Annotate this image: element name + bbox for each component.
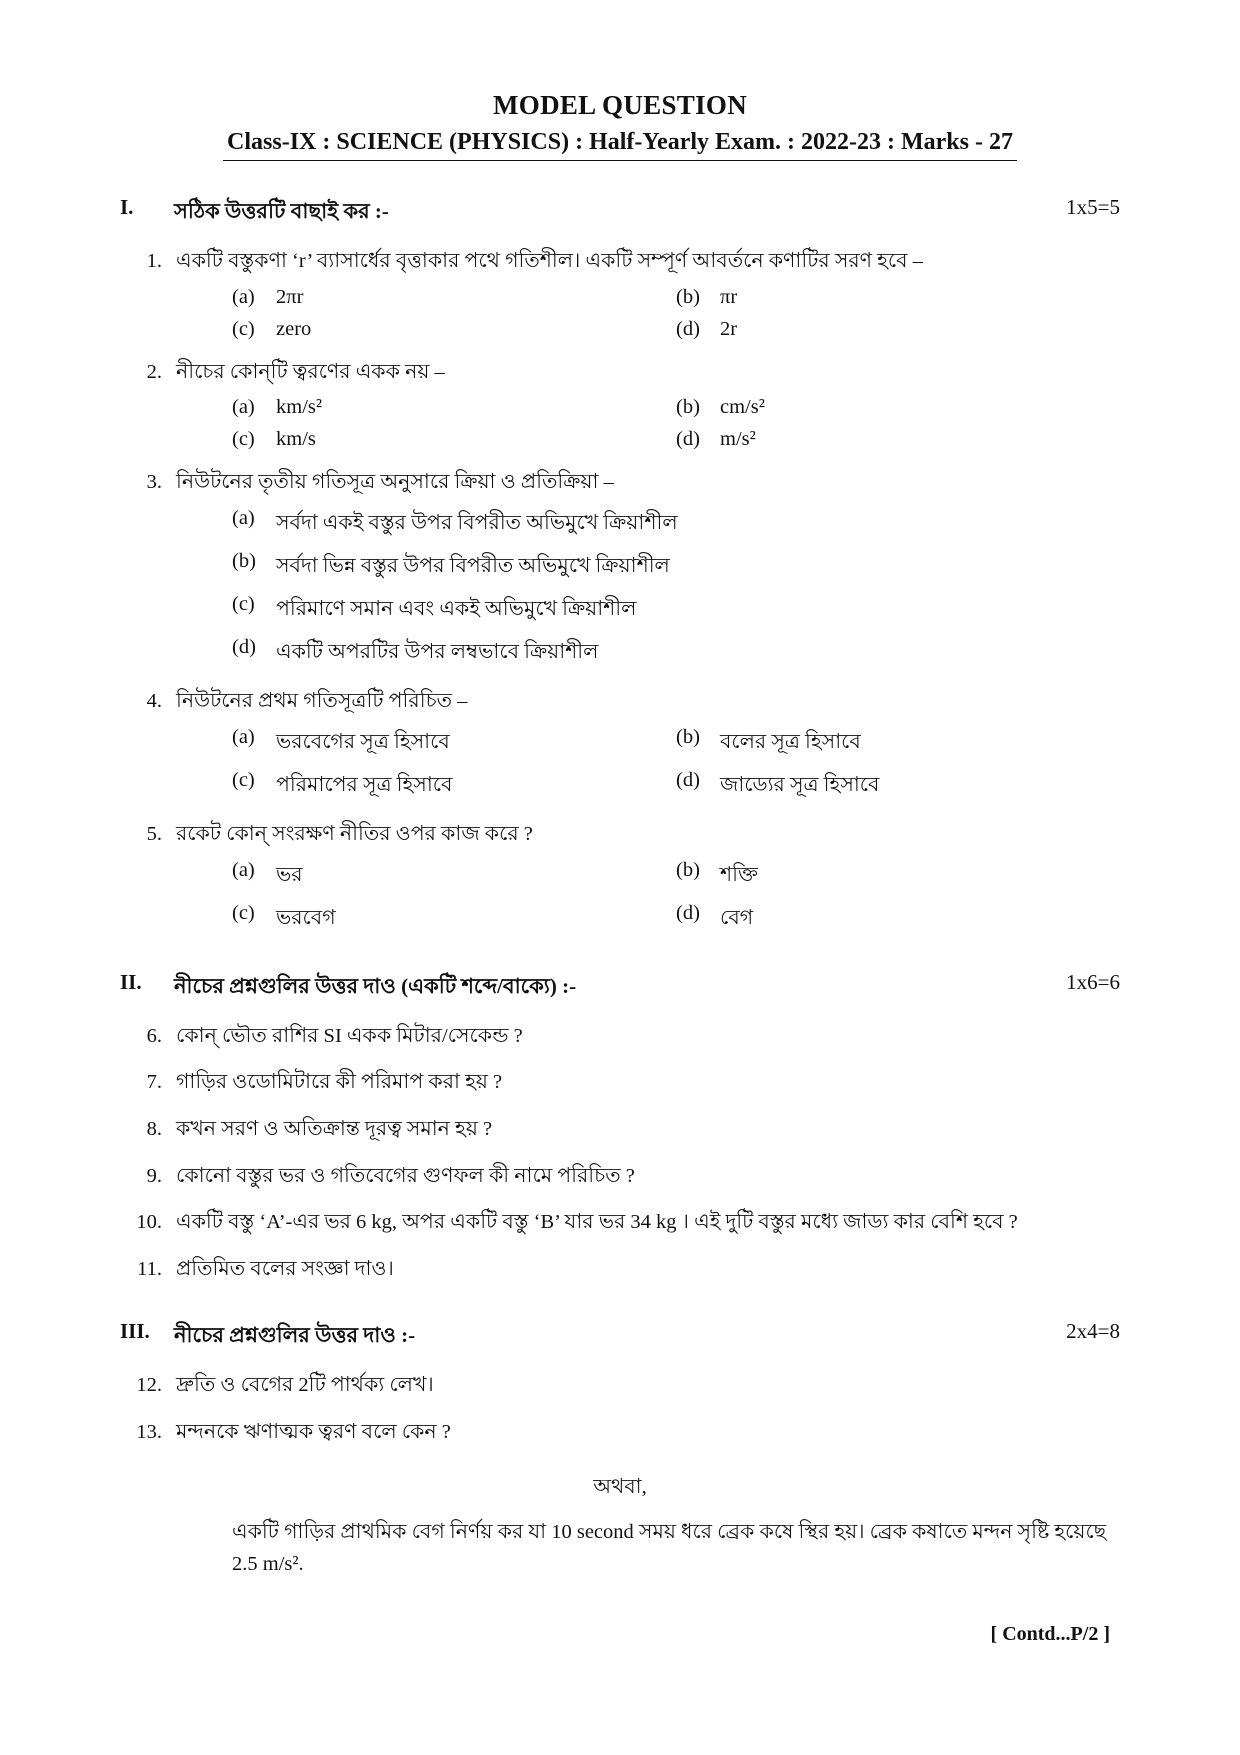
option-a-text: ভর: [276, 863, 303, 886]
option-a: [232, 726, 676, 760]
option-b: [676, 286, 1120, 309]
option-c: [232, 318, 676, 341]
question-number: 3.: [146, 471, 162, 494]
page-title: MODEL QUESTION: [492, 90, 747, 120]
option-b: [676, 726, 1120, 760]
option-c-text: zero: [276, 317, 312, 340]
option-d: [676, 428, 1120, 451]
question-text: কোন্‌ ভৌত রাশির SI একক মিটার/সেকেন্ড ?: [176, 1024, 523, 1047]
option-row: [232, 318, 1120, 341]
option-a-label: (a): [232, 858, 255, 881]
option-b: [232, 550, 1120, 584]
section-two-number: II.: [120, 969, 142, 994]
question-text: রকেট কোন্‌ সংরক্ষণ নীতির ওপর কাজ করে ?: [176, 822, 533, 845]
option-a-label: (a): [232, 725, 255, 748]
option-row: [232, 636, 1120, 670]
question-item: [120, 468, 1120, 498]
page-subtitle-wrap: [120, 129, 1120, 161]
question-number: 1.: [146, 250, 162, 272]
section-three-title: নীচের প্রশ্নগুলির উত্তর দাও :-: [174, 1322, 416, 1347]
question-item: [120, 1371, 1120, 1401]
option-a: [232, 396, 676, 419]
question-number: 6.: [146, 1024, 162, 1047]
question-text: নিউটনের প্রথম গতিসূত্রটি পরিচিত –: [176, 690, 468, 713]
option-a: [232, 507, 1120, 541]
option-row: [232, 286, 1120, 309]
option-a-label: (a): [232, 507, 255, 530]
section-two-title: নীচের প্রশ্নগুলির উত্তর দাও (একটি শব্দে/বাক্যে) :-: [174, 973, 577, 998]
question-text: মন্দনকে ঋণাত্মক ত্বরণ বলে কেন ?: [176, 1420, 451, 1443]
option-a: [232, 859, 676, 893]
section-one-heading: [120, 195, 1120, 230]
option-b-label: (b): [676, 285, 700, 308]
option-d-text: বেগ: [720, 906, 754, 929]
option-c: [232, 902, 676, 936]
option-d-label: (d): [676, 768, 700, 791]
option-row: [232, 859, 1120, 893]
question-text: একটি বস্তু ‘A’-এর ভর 6 kg, অপর একটি বস্তু ‘B’ যার ভর 34 kg । এই দুটি বস্তুর মধ্যে জাড্য কার বেশি হবে ?: [176, 1211, 1018, 1234]
question-item: [120, 1162, 1120, 1192]
option-row: [232, 396, 1120, 419]
option-a-label: (a): [232, 396, 255, 419]
section-two-marks: 1x6=6: [1066, 969, 1120, 994]
option-b-text: πr: [720, 285, 738, 308]
option-row: [232, 507, 1120, 541]
option-a-text: 2πr: [276, 285, 304, 308]
option-d-text: 2r: [720, 317, 738, 340]
option-c-label: (c): [232, 317, 255, 340]
option-b-text: বলের সূত্র হিসাবে: [720, 730, 861, 753]
option-b-label: (b): [676, 396, 700, 419]
question-text: নীচের কোন্‌টি ত্বরণের একক নয় –: [176, 360, 445, 383]
option-row: [232, 550, 1120, 584]
option-b: [676, 396, 1120, 419]
option-group: [232, 507, 1120, 670]
option-b-text: সর্বদা ভিন্ন বস্তুর উপর বিপরীত অভিমুখে ক্রিয়াশীল: [276, 555, 670, 578]
option-d: [676, 769, 1120, 803]
option-row: [232, 902, 1120, 936]
option-row: [232, 428, 1120, 451]
question-text: কোনো বস্তুর ভর ও গতিবেগের গুণফল কী নামে পরিচিত ?: [176, 1164, 635, 1187]
question-text: একটি বস্তুকণা ‘r’ ব্যাসার্ধের বৃত্তাকার পথে গতিশীল। একটি সম্পূর্ণ আবর্তনে কণাটির সরণ হবে –: [176, 250, 923, 272]
option-d-label: (d): [676, 901, 700, 924]
question-item: [120, 1208, 1120, 1238]
question-number: 8.: [146, 1118, 162, 1141]
section-two-heading: [120, 970, 1120, 1005]
contd-footer: [ Contd...P/2 ]: [990, 1622, 1110, 1645]
alternative-text: একটি গাড়ির প্রাথমিক বেগ নির্ণয় কর যা 10 second সময় ধরে ব্রেক কষে স্থির হয়। ব্রেক কষাতে মন্দন সৃষ্টি হয়েছে 2.5 m/s².: [232, 1521, 1107, 1576]
section-one-marks: 1x5=5: [1066, 195, 1120, 219]
option-group: [232, 286, 1120, 341]
question-item: [120, 1255, 1120, 1285]
question-number: 13.: [136, 1420, 162, 1443]
option-d-text: একটি অপরটির উপর লম্বভাবে ক্রিয়াশীল: [276, 641, 599, 664]
section-three: [120, 1319, 1120, 1581]
question-item: [120, 820, 1120, 850]
section-one-title: সঠিক উত্তরটি বাছাই কর :-: [174, 199, 389, 223]
option-c: [232, 593, 1120, 627]
option-b-label: (b): [232, 550, 256, 573]
option-c: [232, 769, 676, 803]
option-a-text: km/s²: [276, 396, 323, 419]
option-b-label: (b): [676, 858, 700, 881]
question-item: [120, 1022, 1120, 1052]
option-d: [676, 902, 1120, 936]
question-item: [120, 1418, 1120, 1448]
section-one-number: I.: [120, 195, 134, 219]
option-d-text: জাড্যের সূত্র হিসাবে: [720, 773, 880, 796]
question-text: নিউটনের তৃতীয় গতিসূত্র অনুসারে ক্রিয়া ও প্রতিক্রিয়া –: [176, 471, 614, 494]
question-number: 7.: [146, 1071, 162, 1094]
question-number: 4.: [146, 690, 162, 713]
alternative-label: অথবা,: [593, 1476, 647, 1499]
question-text: কখন সরণ ও অতিক্রান্ত দূরত্ব সমান হয় ?: [176, 1118, 493, 1141]
section-three-heading: [120, 1319, 1120, 1354]
option-a: [232, 286, 676, 309]
option-group: [232, 726, 1120, 803]
option-c-text: পরিমাণে সমান এবং একই অভিমুখে ক্রিয়াশীল: [276, 598, 637, 621]
question-item: [120, 247, 1120, 277]
option-row: [232, 593, 1120, 627]
question-number: 12.: [136, 1373, 162, 1396]
section-one: [120, 195, 1120, 936]
option-d-text: m/s²: [720, 428, 756, 451]
option-d: [676, 318, 1120, 341]
option-b: [676, 859, 1120, 893]
question-number: 5.: [146, 822, 162, 845]
option-row: [232, 726, 1120, 760]
option-d: [232, 636, 1120, 670]
option-d-label: (d): [676, 428, 700, 451]
option-c-label: (c): [232, 768, 255, 791]
section-two: [120, 970, 1120, 1285]
option-c-text: ভরবেগ: [276, 906, 336, 929]
question-item: [120, 1068, 1120, 1098]
option-group: [232, 859, 1120, 936]
option-c-label: (c): [232, 593, 255, 616]
option-row: [232, 769, 1120, 803]
question-text: প্রতিমিত বলের সংজ্ঞা দাও।: [176, 1258, 394, 1281]
section-three-marks: 2x4=8: [1066, 1318, 1120, 1343]
option-a-text: সর্বদা একই বস্তুর উপর বিপরীত অভিমুখে ক্রিয়াশীল: [276, 512, 678, 535]
option-c-text: km/s: [276, 428, 316, 451]
option-c-label: (c): [232, 901, 255, 924]
question-text: দ্রুতি ও বেগের 2টি পার্থক্য লেখ।: [176, 1373, 434, 1396]
option-a-label: (a): [232, 285, 255, 308]
question-number: 9.: [146, 1164, 162, 1187]
option-c-label: (c): [232, 428, 255, 451]
question-item: [120, 1115, 1120, 1145]
question-text: গাড়ির ওডোমিটারে কী পরিমাপ করা হয় ?: [176, 1071, 503, 1094]
option-a-text: ভরবেগের সূত্র হিসাবে: [276, 730, 450, 753]
option-c: [232, 428, 676, 451]
option-b-text: cm/s²: [720, 396, 765, 419]
question-number: 2.: [146, 360, 162, 383]
option-c-text: পরিমাপের সূত্র হিসাবে: [276, 773, 453, 796]
question-number: 10.: [136, 1211, 162, 1234]
question-item: [120, 687, 1120, 717]
option-group: [232, 396, 1120, 451]
page-subtitle: Class-IX : SCIENCE (PHYSICS) : Half-Yearly Exam. : 2022-23 : Marks - 27: [223, 129, 1017, 161]
option-b-label: (b): [676, 725, 700, 748]
question-number: 11.: [137, 1258, 162, 1281]
question-item: [120, 358, 1120, 388]
option-d-label: (d): [232, 636, 256, 659]
section-three-number: III.: [120, 1318, 150, 1343]
option-d-label: (d): [676, 317, 700, 340]
option-b-text: শক্তি: [720, 863, 758, 886]
